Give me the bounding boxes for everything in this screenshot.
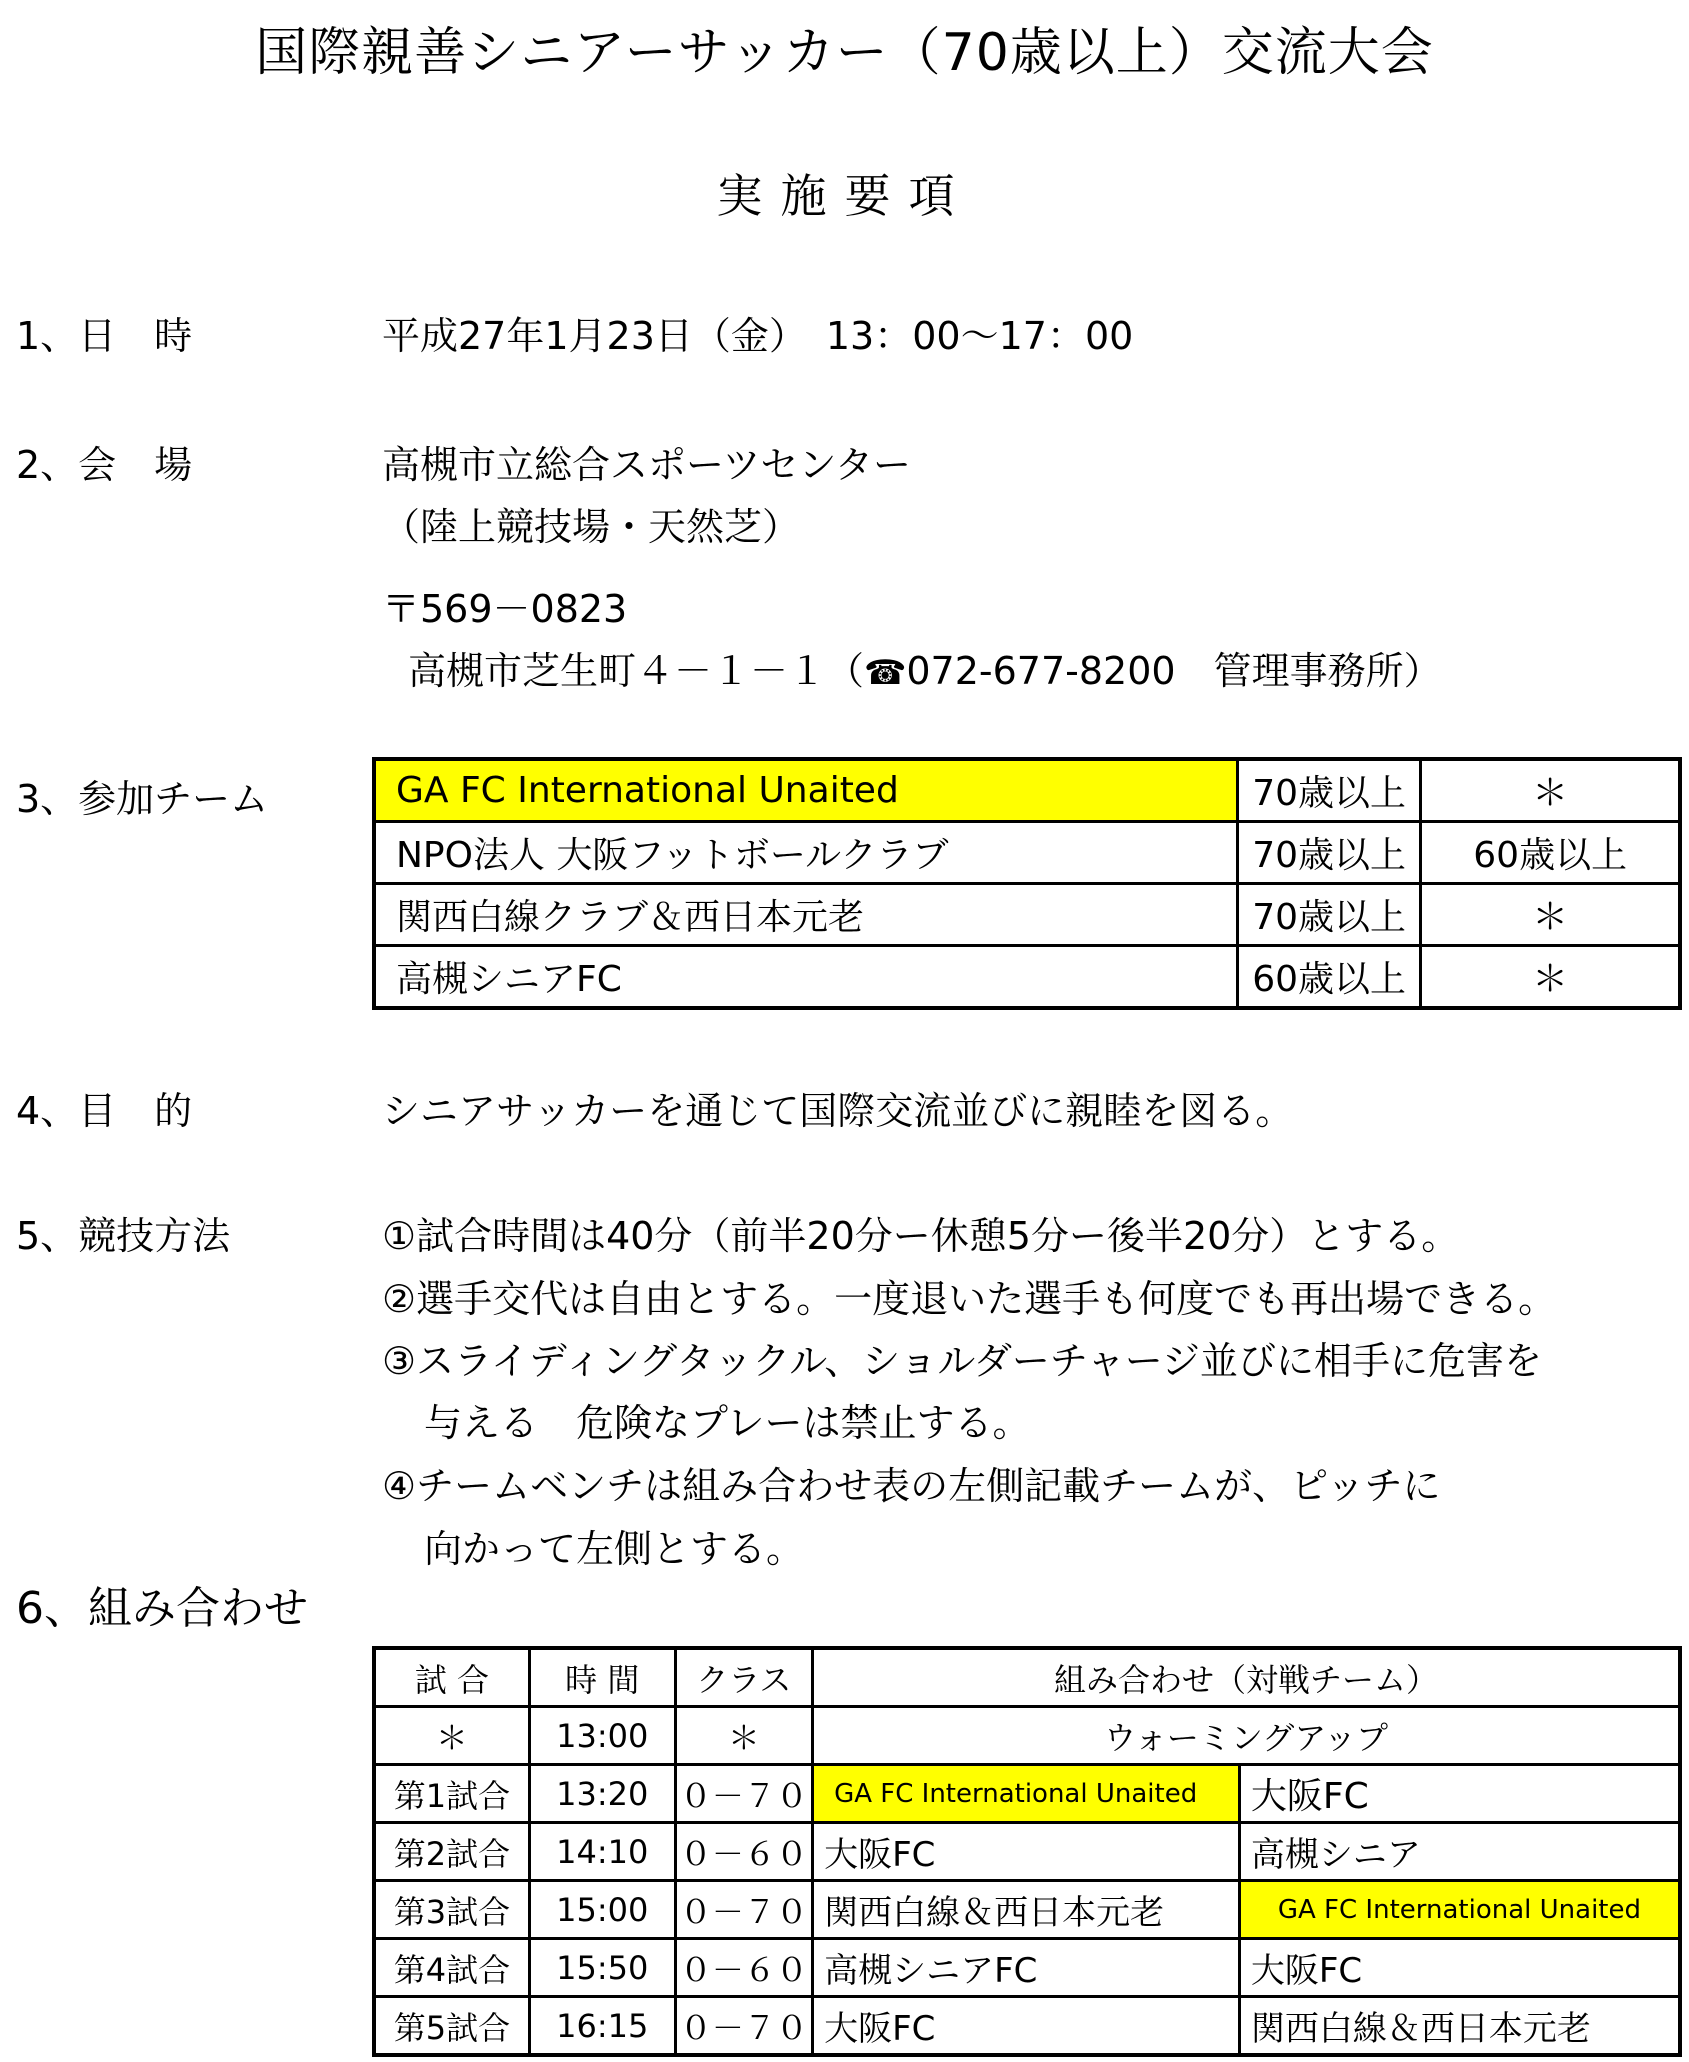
- header-pairing: 組み合わせ（対戦チーム）: [813, 1648, 1680, 1707]
- venue-detail: （陸上競技場・天然芝）: [382, 505, 801, 549]
- phone-icon: ☎: [864, 653, 907, 693]
- venue-postal: 〒569－0823: [382, 587, 628, 631]
- team-class-1: 60歳以上: [1237, 946, 1420, 1009]
- rule-1: ①試合時間は40分（前半20分ー休憩5分ー後半20分）とする。: [382, 1214, 1460, 1258]
- match-game: 第1試合: [374, 1765, 529, 1823]
- match-right-team: 大阪FC: [1239, 1765, 1680, 1823]
- match-row: [374, 1939, 1680, 1997]
- datetime-label: 1、日 時: [16, 314, 193, 358]
- match-class: ０－７０: [675, 1997, 812, 2056]
- purpose-label: 4、目 的: [16, 1089, 193, 1133]
- match-time: 14:10: [529, 1823, 675, 1881]
- match-left-team: 大阪FC: [813, 1823, 1240, 1881]
- warmup-class: ＊: [675, 1707, 812, 1765]
- match-class: ０－６０: [675, 1823, 812, 1881]
- matches-header-row: [374, 1648, 1680, 1707]
- datetime-value: 平成27年1月23日（金） 13：00～17：00: [382, 314, 1134, 358]
- match-left-team: GA FC International Unaited: [813, 1765, 1240, 1823]
- match-right-team: 関西白線＆西日本元老: [1239, 1997, 1680, 2056]
- match-right-team: 大阪FC: [1239, 1939, 1680, 1997]
- rules-label: 5、競技方法: [16, 1214, 231, 1258]
- team-class-1: 70歳以上: [1237, 884, 1420, 946]
- match-time: 15:50: [529, 1939, 675, 1997]
- team-class-2: ＊: [1421, 759, 1680, 822]
- matches-label: 6、組み合わせ: [16, 1583, 308, 1634]
- venue-address: [408, 640, 1442, 695]
- match-row: [374, 1997, 1680, 2056]
- rule-3a: ③スライディングタックル、ショルダーチャージ並びに相手に危害を: [382, 1339, 1543, 1383]
- match-left-team: 関西白線＆西日本元老: [813, 1881, 1240, 1939]
- team-row: [374, 946, 1680, 1009]
- match-row: [374, 1881, 1680, 1939]
- match-game: 第5試合: [374, 1997, 529, 2056]
- page-subtitle: 実施要項: [716, 169, 973, 223]
- match-game: 第2試合: [374, 1823, 529, 1881]
- header-game: 試 合: [374, 1648, 529, 1707]
- match-left-team: 高槻シニアFC: [813, 1939, 1240, 1997]
- match-class: ０－７０: [675, 1765, 812, 1823]
- warmup-game: ＊: [374, 1707, 529, 1765]
- phone-text: 072-677-8200 管理事務所）: [906, 649, 1442, 693]
- match-game: 第3試合: [374, 1881, 529, 1939]
- venue-name: 高槻市立総合スポーツセンター: [382, 443, 911, 487]
- match-row: [374, 1823, 1680, 1881]
- team-class-2: 60歳以上: [1421, 822, 1680, 884]
- rule-4a: ④チームベンチは組み合わせ表の左側記載チームが、ピッチに: [382, 1464, 1441, 1508]
- match-left-team: 大阪FC: [813, 1997, 1240, 2056]
- purpose-value: シニアサッカーを通じて国際交流並びに親睦を図る。: [382, 1089, 1294, 1133]
- match-time: 13:20: [529, 1765, 675, 1823]
- match-game: 第4試合: [374, 1939, 529, 1997]
- team-row: [374, 822, 1680, 884]
- team-class-1: 70歳以上: [1237, 759, 1420, 822]
- venue-label: 2、会 場: [16, 443, 193, 487]
- rule-2: ②選手交代は自由とする。一度退いた選手も何度でも再出場できる。: [382, 1277, 1557, 1321]
- match-class: ０－６０: [675, 1939, 812, 1997]
- header-class: クラス: [675, 1648, 812, 1707]
- matches-table: [372, 1646, 1682, 2057]
- warmup-row: [374, 1707, 1680, 1765]
- team-name: 関西白線クラブ＆西日本元老: [374, 884, 1237, 946]
- rule-3b: 与える 危険なプレーは禁止する。: [424, 1401, 1031, 1445]
- match-right-team: 高槻シニア: [1239, 1823, 1680, 1881]
- team-class-2: ＊: [1421, 946, 1680, 1009]
- warmup-time: 13:00: [529, 1707, 675, 1765]
- team-row: [374, 759, 1680, 822]
- team-name: 高槻シニアFC: [374, 946, 1237, 1009]
- match-row: [374, 1765, 1680, 1823]
- match-right-team: GA FC International Unaited: [1239, 1881, 1680, 1939]
- team-class-2: ＊: [1421, 884, 1680, 946]
- match-time: 15:00: [529, 1881, 675, 1939]
- warmup-label: ウォーミングアップ: [813, 1707, 1680, 1765]
- team-class-1: 70歳以上: [1237, 822, 1420, 884]
- teams-label: 3、参加チーム: [16, 777, 269, 821]
- page-title: 国際親善シニアーサッカー（70歳以上）交流大会: [255, 23, 1434, 83]
- team-name: GA FC International Unaited: [374, 759, 1237, 822]
- match-class: ０－７０: [675, 1881, 812, 1939]
- team-row: [374, 884, 1680, 946]
- match-time: 16:15: [529, 1997, 675, 2056]
- header-time: 時 間: [529, 1648, 675, 1707]
- rule-4b: 向かって左側とする。: [424, 1527, 805, 1571]
- teams-table: [372, 757, 1682, 1010]
- team-name: NPO法人 大阪フットボールクラブ: [374, 822, 1237, 884]
- address-text: 高槻市芝生町４－１－１（: [408, 649, 865, 693]
